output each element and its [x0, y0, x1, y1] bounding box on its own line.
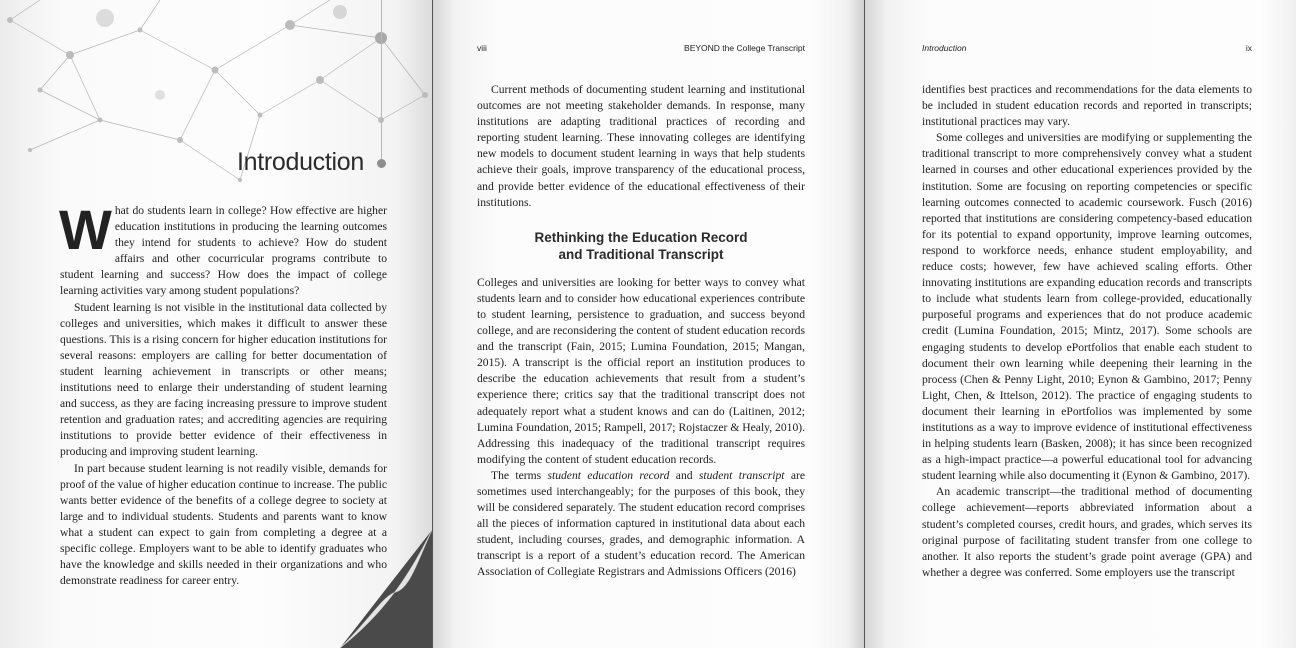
right-page-body	[922, 82, 1252, 581]
middle-page-body	[477, 82, 805, 581]
left-page	[0, 0, 432, 648]
running-head: BEYOND the College Transcript	[684, 43, 805, 53]
drop-cap: W	[59, 198, 112, 261]
title-rule	[381, 0, 382, 166]
paragraph: Some colleges and universities are modifying or supplementing the traditional transcript to more comprehensively convey what a student learned in courses and other educational experiences provided by the institution. Some are focusing on reporting competencies or specific learning outcomes connected to academic coursework. Fusch (2016) reported that institutions are considering competency-based education for its potential to expand opportunity, improve learning outcomes, respond to workforce needs, enhance student employability, and reduce costs; however, few have achieved scaling efforts. Other innovating institutions are expanding education records and transcripts to include what students learn from college-provided, educationally purposeful programs and experiences that do not produce academic credit (Lumina Foundation, 2015; Mintz, 2017). Some schools are engaging students to develop ePortfolios that enable each student to document their own learning while deepening their learning in the process (Chen & Penny Light, 2010; Eynon & Gambino, 2017; Penny Light, Chen, & Ittelson, 2012). The practice of engaging students to document their learning in ePortfolios was implemented by some institutions as a way to improve evidence of institutional effectiveness in helping students learn (Basken, 2008); it has since been recognized as a high-impact practice—a powerful educational tool for advancing student learning while also documenting it (Eynon & Gambino, 2017).	[922, 131, 1252, 483]
paragraph: Student learning is not visible in the institutional data collected by colleges and universities, which makes it difficult to answer these questions. This is a rising concern for higher education institutions for several reasons: employers are calling for better documentation of student learning achievement in transcripts or other means; institutions need to enlarge their understanding of student learning and success, as they are facing increasing pressure to improve student retention and graduation rates; and accrediting agencies are requiring institutions to provide better evidence of their effectiveness in producing and improving student learning.	[60, 300, 387, 459]
chapter-title: Introduction	[236, 148, 364, 176]
paragraph: identifies best practices and recommendations for the data elements to be included in student education records and reported in transcripts; institutional practices may vary.	[922, 83, 1252, 129]
page-number: ix	[1245, 43, 1252, 53]
page-curl-graphic	[300, 500, 432, 648]
title-bullet-icon	[377, 159, 386, 168]
running-head: Introduction	[922, 43, 967, 53]
paragraph: Colleges and universities are looking for better ways to convey what students learn and to consider how educational experiences contribute to student learning, persistence to graduation, and success beyond college, and are reconsidering the content of student education records and the transcript (Fain, 2015; Lumina Foundation, 2015; Mangan, 2015). A transcript is the official report an institution produces to describe the education achievements that result from a student’s experience there; critics say that the traditional transcript does not adequately report what a student knows and can do (Laitinen, 2012; Lumina Foundation, 2015; Rampell, 2017; Rojstaczer & Healy, 2010). Addressing this inadequacy of the traditional transcript requires modifying the content of student education records.	[477, 275, 805, 466]
page-number: viii	[477, 43, 487, 53]
paragraph: Current methods of documenting student learning and institutional outcomes are not meeting stakeholder demands. In response, many institutions are adapting traditional practices of recording and reporting student learning. These innovating colleges are identifying new models to document student learning in ways that help students achieve their goals, improve transparency of the educational process, and provide better evidence of the educational effectiveness of their institutions.	[477, 83, 805, 209]
paragraph: An academic transcript—the traditional method of documenting college achievement—reports abbreviated information about a student’s completed courses, credit hours, and grades, which serves its original purpose of facilitating student transfer from one college to another. It also reports the student’s grade point average (GPA) and whether a degree was conferred. Some employers use the transcript	[922, 485, 1252, 579]
paragraph: The terms student education record and student transcript are sometimes used interchangeably; for the purposes of this book, they will be considered separately. The student education record comprises all the pieces of information captured in institutional data about each student, including courses, grades, and demographic information. A transcript is a report of a student’s education record. The American Association of Collegiate Registrars and Admissions Officers (2016)	[477, 468, 805, 579]
section-heading: Rethinking the Education Record and Traditional Transcript	[534, 229, 748, 262]
paragraph: In part because student learning is not readily visible, demands for proof of the value of higher education continue to increase. The public wants better evidence of the benefits of a college degree to society at large and to individual students. Students and parents want to know what a student can expect to gain from completing a degree at a specific college. Employers want to be able to identify graduates who have the knowledge and skills needed in their organizations and who demonstrate readiness for career entry.	[60, 461, 387, 588]
paragraph: What do students learn in college? How effective are higher education institutions in producing the learning outcomes they intend for students to achieve? How do student affairs and other cocurricular programs contribute to student learning and success? How does the impact of college learning activities vary among student populations?	[59, 198, 387, 298]
molecule-network-graphic	[0, 0, 432, 200]
